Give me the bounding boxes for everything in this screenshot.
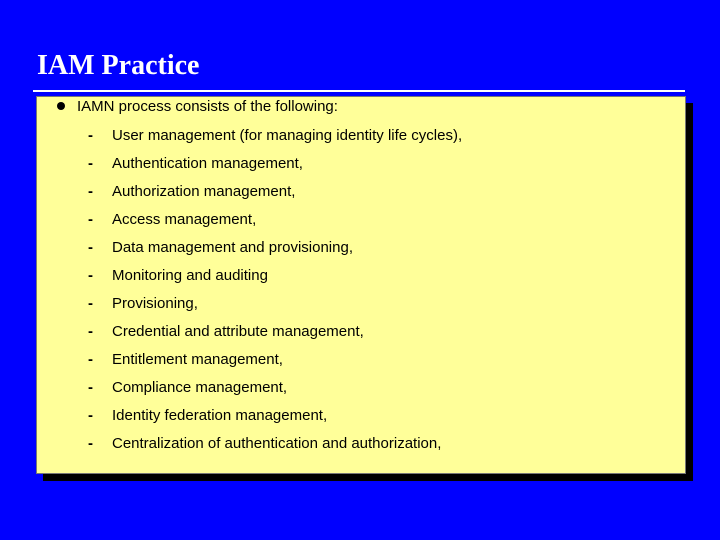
list-item: [88, 351, 462, 379]
list-item: [88, 183, 462, 211]
process-list: [88, 127, 462, 463]
intro-line: [57, 98, 338, 115]
list-item-text: Identity federation management,: [112, 407, 328, 424]
list-item-text: Entitlement management,: [112, 351, 283, 368]
list-item: [88, 435, 462, 463]
list-item: [88, 211, 462, 239]
content-panel: [36, 96, 686, 474]
list-item: [88, 407, 462, 435]
list-item-text: User management (for managing identity life cycles),: [112, 127, 463, 144]
list-item-text: Authorization management,: [112, 183, 296, 200]
list-item-text: Compliance management,: [112, 379, 288, 396]
dash-icon: -: [88, 351, 93, 368]
list-item-text: Authentication management,: [112, 155, 303, 172]
list-item-text: Access management,: [112, 211, 257, 228]
dash-icon: -: [88, 211, 93, 228]
dash-icon: -: [88, 127, 93, 144]
dash-icon: -: [88, 407, 93, 424]
list-item: [88, 239, 462, 267]
list-item: [88, 379, 462, 407]
dash-icon: -: [88, 379, 93, 396]
list-item: [88, 127, 462, 155]
list-item: [88, 155, 462, 183]
dash-icon: -: [88, 435, 93, 452]
dash-icon: -: [88, 323, 93, 340]
list-item-text: Data management and provisioning,: [112, 239, 353, 256]
slide-title: IAM Practice: [37, 50, 200, 81]
dash-icon: -: [88, 267, 93, 284]
list-item: [88, 323, 462, 351]
dash-icon: -: [88, 155, 93, 172]
list-item-text: Centralization of authentication and authorization,: [112, 435, 442, 452]
bullet-icon: [57, 102, 65, 110]
list-item-text: Monitoring and auditing: [112, 267, 268, 284]
list-item: [88, 267, 462, 295]
dash-icon: -: [88, 239, 93, 256]
dash-icon: -: [88, 295, 93, 312]
dash-icon: -: [88, 183, 93, 200]
intro-text: IAMN process consists of the following:: [77, 98, 338, 115]
list-item: [88, 295, 462, 323]
list-item-text: Provisioning,: [112, 295, 198, 312]
list-item-text: Credential and attribute management,: [112, 323, 364, 340]
title-underline: [33, 90, 685, 92]
